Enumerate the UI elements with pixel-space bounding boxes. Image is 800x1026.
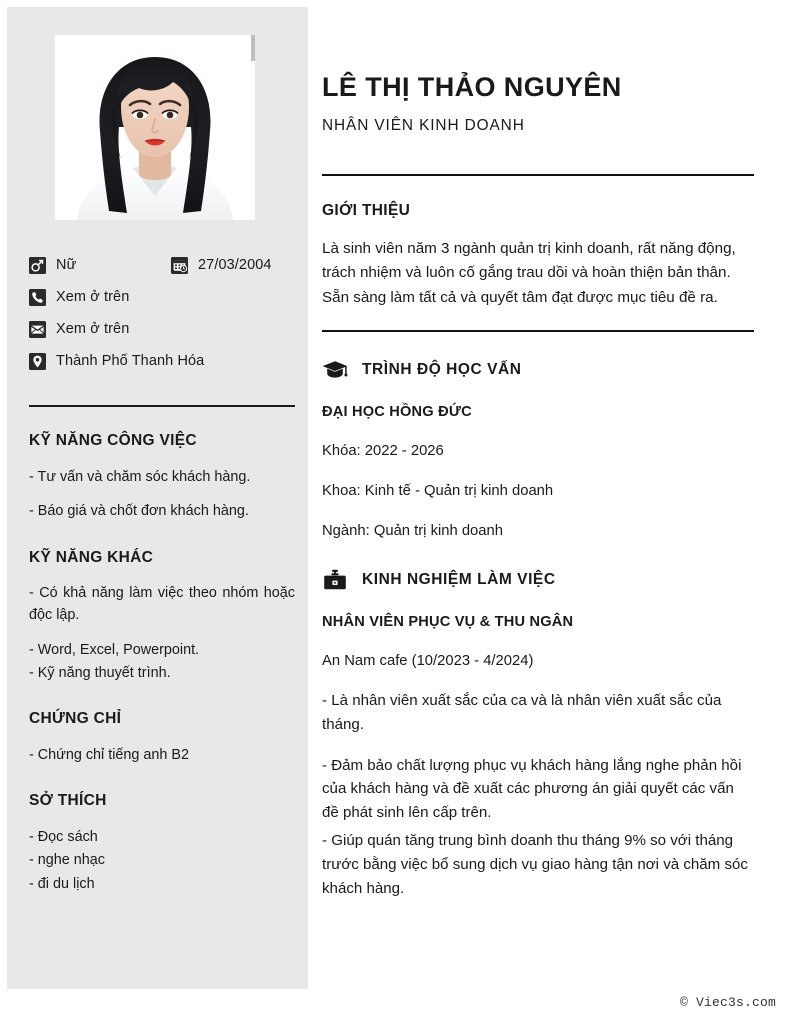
experience-bullet: - Đảm bảo chất lượng phục vụ khách hàng lắng nghe phản hồi của khách hàng và đề xuất các phương án giải quyết các vấn đề phát sinh lên cấp trên. <box>322 756 742 822</box>
candidate-job-title: NHÂN VIÊN KINH DOANH <box>322 117 525 135</box>
contact-item-gender <box>29 256 171 274</box>
education-line: Ngành: Quản trị kinh doanh <box>322 523 503 540</box>
sidebar-section-item: - đi du lịch <box>29 875 95 892</box>
portrait-photo <box>55 35 255 220</box>
sidebar-section-item: - Báo giá và chốt đơn khách hàng. <box>29 503 249 520</box>
graduation-cap-icon <box>322 359 348 381</box>
contact-list <box>29 255 299 383</box>
contact-item-email <box>29 320 129 338</box>
phone-icon <box>29 289 46 306</box>
intro-divider <box>322 330 754 333</box>
experience-role: NHÂN VIÊN PHỤC VỤ & THU NGÂN <box>322 614 574 631</box>
sidebar-section-item: - Tư vấn và chăm sóc khách hàng. <box>29 468 251 485</box>
calendar-icon <box>171 257 188 274</box>
portrait-illustration <box>55 35 255 220</box>
sidebar <box>7 7 308 989</box>
contact-label-email: Xem ở trên <box>56 321 130 338</box>
education-heading-row <box>322 359 754 381</box>
email-icon <box>29 321 46 338</box>
sidebar-section-item: - Word, Excel, Powerpoint. <box>29 641 200 658</box>
header-divider <box>322 174 754 177</box>
sidebar-section-item: - Có khả năng làm việc theo nhóm hoặc độc lập. <box>29 585 295 624</box>
sidebar-section-job-skills <box>29 432 295 523</box>
contact-item-phone <box>29 288 129 306</box>
contact-row <box>29 287 299 308</box>
experience-bullet: - Là nhân viên xuất sắc của ca và là nhân viên xuất sắc của tháng. <box>322 691 722 733</box>
sidebar-section-item: - nghe nhạc <box>29 852 106 869</box>
sidebar-sections <box>29 432 295 897</box>
contact-row <box>29 255 299 276</box>
location-pin-icon <box>29 353 46 370</box>
sidebar-section-item: - Chứng chỉ tiếng anh B2 <box>29 746 190 763</box>
contact-item-address <box>29 352 204 370</box>
intro-body: Là sinh viên năm 3 ngành quản trị kinh doanh, rất năng động, trách nhiệm và luôn cố gắng trau dồi và hoàn thiện bản thân. Sẵn sàng làm tất cả và quyết tâm đạt được mục tiêu đề ra. <box>322 239 736 306</box>
sidebar-section-hobbies <box>29 792 295 895</box>
contact-item-birthdate <box>171 256 272 274</box>
briefcase-icon <box>322 569 348 591</box>
sidebar-section-heading: SỞ THÍCH <box>29 792 107 810</box>
contact-label-birthdate: 27/03/2004 <box>198 257 272 274</box>
contact-label-gender: Nữ <box>56 257 77 274</box>
sidebar-section-heading: KỸ NĂNG CÔNG VIỆC <box>29 432 197 449</box>
contact-label-address: Thành Phố Thanh Hóa <box>56 353 205 370</box>
main-column <box>322 0 754 901</box>
contact-row <box>29 319 299 340</box>
contact-label-phone: Xem ở trên <box>56 289 130 306</box>
experience-company: An Nam cafe (10/2023 - 4/2024) <box>322 652 534 669</box>
sidebar-section-heading: KỸ NĂNG KHÁC <box>29 548 154 566</box>
sidebar-divider <box>29 405 295 407</box>
contact-row <box>29 351 299 372</box>
sidebar-section-item: - Kỹ năng thuyết trình. <box>29 664 171 681</box>
intro-heading: GIỚI THIỆU <box>322 202 411 220</box>
sidebar-section-heading: CHỨNG CHỈ <box>29 710 122 728</box>
candidate-name: LÊ THỊ THẢO NGUYÊN <box>322 72 622 102</box>
sidebar-section-item: - Đọc sách <box>29 829 98 846</box>
photo-scrollbar[interactable] <box>251 35 255 61</box>
education-heading: TRÌNH ĐỘ HỌC VẤN <box>362 360 522 378</box>
experience-heading-row <box>322 569 754 591</box>
gender-icon <box>29 257 46 274</box>
education-school: ĐẠI HỌC HỒNG ĐỨC <box>322 404 472 421</box>
footer-copyright: © Viec3s.com <box>679 995 776 1010</box>
education-line: Khóa: 2022 - 2026 <box>322 442 444 459</box>
experience-bullet: - Giúp quán tăng trung bình doanh thu tháng 9% so với tháng trước bằng việc bổ sung dịch vụ giao hàng tận nơi và chăm sóc khách hàng. <box>322 832 748 897</box>
sidebar-section-certificates <box>29 710 295 766</box>
education-line: Khoa: Kinh tế - Quản trị kinh doanh <box>322 482 554 499</box>
sidebar-section-other-skills <box>29 549 295 684</box>
experience-heading: KINH NGHIỆM LÀM VIỆC <box>362 570 556 588</box>
